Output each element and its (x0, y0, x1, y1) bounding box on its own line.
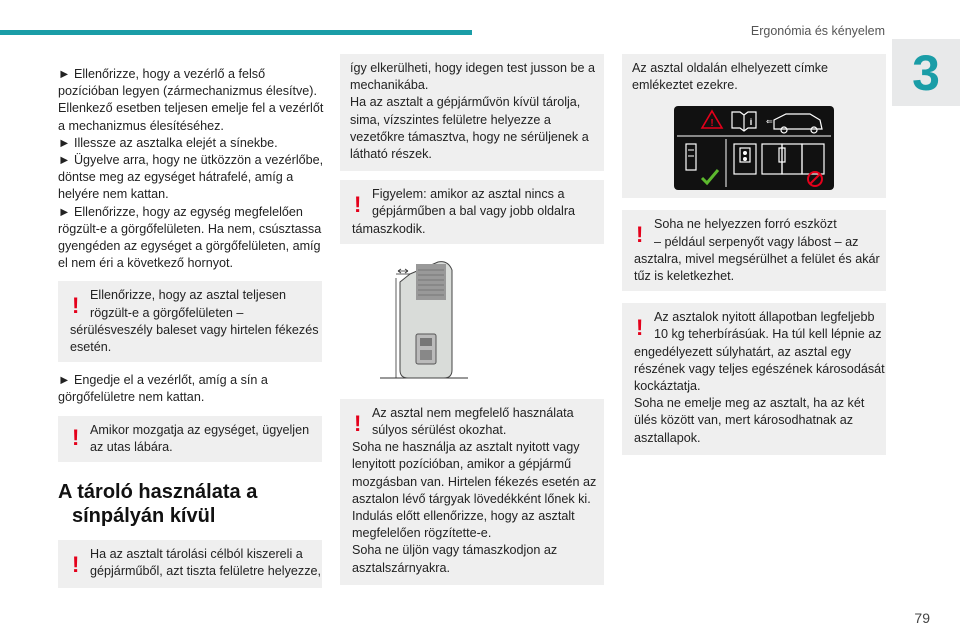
warning-line: Amikor mozgatja az egységet, ügyeljen (90, 422, 310, 437)
exclamation-icon: ! (354, 192, 362, 218)
text-line: görgőfelületre nem kattan. (58, 390, 205, 405)
text-line: ► Ellenőrizze, hogy az egység megfelelően (58, 204, 303, 219)
text-line: rögzült-e a görgőfelületen. Ha nem, csúsztassa (58, 221, 322, 236)
warning-line: Az asztal nem megfelelő használata (372, 405, 574, 420)
warning-box (58, 540, 322, 588)
warning-line: asztalon lévő tárgyak lövedékként lőnek ki. (352, 491, 591, 506)
warning-line: engedélyezett súlyhatárt, az asztal egy (634, 344, 852, 359)
svg-text:⇐: ⇐ (766, 117, 773, 127)
heading-line: A tároló használata a (58, 481, 258, 504)
svg-text:i: i (749, 117, 753, 128)
text-line: mechanikába. (350, 78, 429, 93)
text-line: gyengéden az egységet a görgőfelületen, amíg (58, 239, 321, 254)
text-line: ► Engedje el a vezérlőt, amíg a sín a (58, 373, 268, 388)
warning-line: az utas lábára. (90, 439, 173, 454)
continued-warning-box (340, 54, 604, 171)
text-line: ► Ellenőrizze, hogy a vezérlő a felső (58, 67, 266, 81)
svg-text:!: ! (710, 118, 714, 130)
warning-line: mozgásban van. Hirtelen fékezés esetén az (352, 474, 597, 489)
text-line: vezetőkre támasztva, hogy ne sérüljenek a (350, 129, 589, 144)
header-accent-line (0, 30, 472, 35)
warning-line: Indulás előtt ellenőrizze, hogy az asztalt (352, 509, 575, 524)
exclamation-icon: ! (72, 552, 80, 578)
text-line: döntse meg az egységet hátrafelé, amíg a (58, 170, 294, 185)
chapter-number: 3 (912, 44, 940, 101)
heading-line: sínpályán kívül (72, 505, 216, 528)
text-line: ► Ügyelve arra, hogy ne ütközzön a vezérlőbe, (58, 153, 324, 168)
exclamation-icon: ! (72, 424, 80, 450)
warning-box (340, 399, 604, 585)
warning-line: ülés között van, mert károsodhatnak az (634, 413, 854, 428)
table-side-illustration (340, 252, 604, 390)
warning-line: Figyelem: amikor az asztal nincs a (372, 187, 565, 202)
text-line: Ellenkező esetben teljesen emelje fel a vezérlőt (58, 101, 324, 116)
warning-line: gépjárműből, azt tiszta felületre helyezze, (90, 564, 322, 579)
warning-line: tűz is keletkezhet. (634, 269, 735, 284)
section-heading (58, 480, 322, 528)
warning-line: súlyos sérülést okozhat. (372, 423, 507, 438)
warning-line: – például serpenyőt vagy lábost – az (654, 234, 859, 249)
exclamation-icon: ! (636, 222, 644, 248)
text-line: ► Illessze az asztalka elejét a sínekbe. (58, 135, 278, 150)
text-line: pozícióban legyen (zármechanizmus élesítve). (58, 84, 317, 99)
warning-line: megfelelően rögzítette-e. (352, 526, 492, 541)
instructions-para-2 (58, 372, 322, 406)
warning-box (622, 303, 886, 455)
column-1 (58, 66, 322, 588)
warning-line: Soha ne emelje meg az asztalt, ha az két (634, 396, 865, 411)
page-number: 79 (914, 610, 930, 626)
exclamation-icon: ! (636, 315, 644, 341)
warning-label-graphic (674, 106, 834, 190)
warning-line: kockáztatja. (634, 379, 701, 394)
warning-line: Soha ne üljön vagy támaszkodjon az (352, 543, 558, 558)
warning-line: Ellenőrizze, hogy az asztal teljesen (90, 288, 287, 303)
warning-line: esetén. (70, 340, 112, 355)
exclamation-icon: ! (72, 293, 80, 319)
text-line: sima, vízszintes felületre helyezze a (350, 112, 551, 127)
warning-box (58, 416, 322, 462)
text-line: így elkerülheti, hogy idegen test jusson be a (350, 61, 596, 75)
warning-label-picture (674, 106, 834, 190)
warning-line: támaszkodik. (352, 221, 426, 236)
warning-line: Soha ne használja az asztalt nyitott vagy (352, 440, 580, 455)
label-info-box (622, 54, 886, 198)
warning-line: Ha az asztalt tárolási célból kiszereli a (90, 547, 303, 562)
text-line: helyére nem kattan. (58, 187, 169, 202)
chapter-tab (892, 39, 960, 106)
warning-line: Az asztalok nyitott állapotban legfeljebb (654, 310, 875, 325)
column-3 (622, 54, 886, 455)
text-line: el nem éri a következő hornyot. (58, 256, 234, 271)
warning-box (58, 281, 322, 362)
text-line: emlékeztet ezekre. (632, 78, 738, 93)
text-line: Az asztal oldalán elhelyezett címke (632, 61, 829, 75)
warning-line: lenyitott pozícióban, amikor a gépjármű (352, 457, 572, 472)
warning-line: 10 kg teherbírásúak. Ha túl kell lépnie az (654, 327, 882, 342)
warning-line: részének vagy teljes egészének károsodását (634, 361, 885, 376)
instructions-para-1 (58, 66, 322, 272)
warning-line: rögzült-e a görgőfelületen – (90, 305, 244, 320)
section-title: Ergonómia és kényelem (750, 24, 885, 38)
warning-box (340, 180, 604, 244)
warning-line: asztalszárnyakra. (352, 560, 450, 575)
text-line: látható részek. (350, 147, 432, 162)
warning-line: Soha ne helyezzen forró eszközt (654, 217, 837, 232)
text-line: Ha az asztalt a gépjárművön kívül tárolja, (350, 95, 581, 110)
table-storage-illustration (340, 252, 604, 390)
warning-line: gépjárműben a bal vagy jobb oldalra (372, 204, 576, 219)
warning-box (622, 210, 886, 291)
warning-line: sérülésveszély baleset vagy hirtelen fékezés (70, 322, 319, 337)
warning-line: asztalra, mivel megsérülhet a felület és akár (634, 251, 880, 266)
warning-line: asztallapok. (634, 430, 701, 445)
exclamation-icon: ! (354, 410, 362, 436)
column-2 (340, 54, 604, 585)
text-line: a mechanizmus élesítéséhez. (58, 118, 224, 133)
